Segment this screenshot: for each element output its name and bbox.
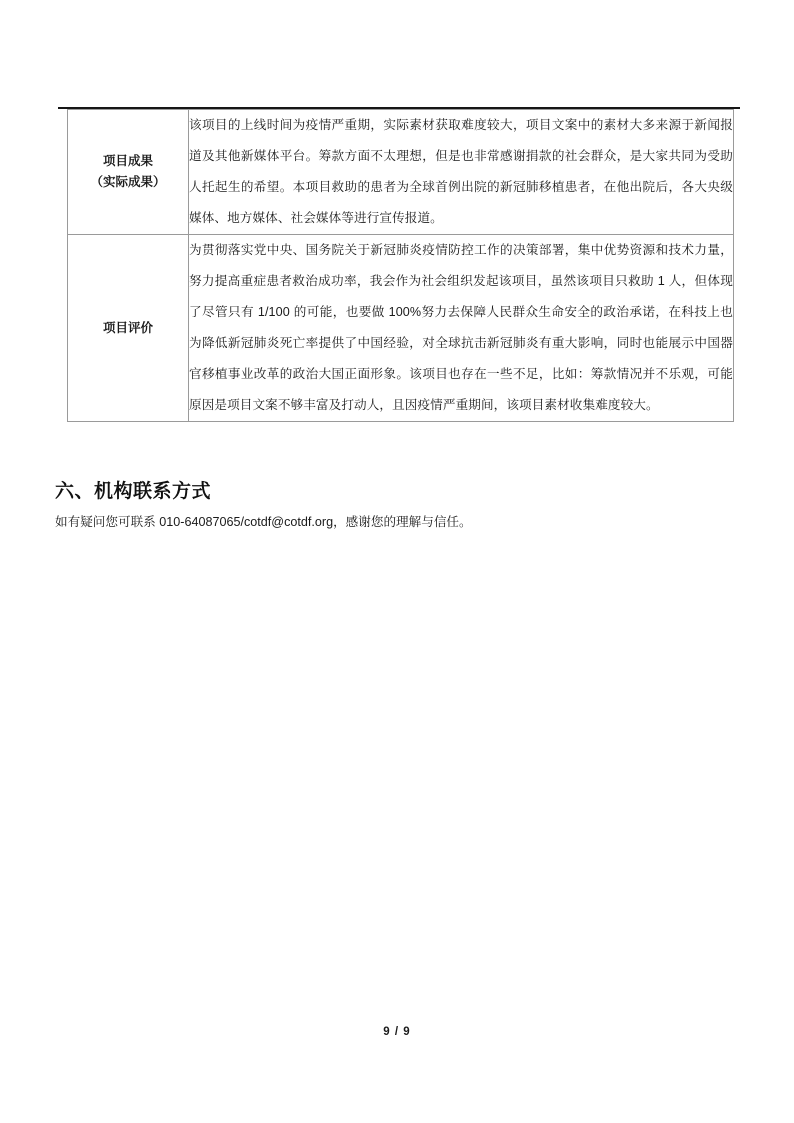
row-label-project-results (68, 110, 189, 235)
contact-information-line: 如有疑问您可联系 010-64087065/cotdf@cotdf.org，感谢您的理解与信任。 (55, 515, 472, 529)
row-label-line: （实际成果） (90, 175, 166, 189)
row-body-project-results (189, 110, 734, 235)
project-summary-table (58, 107, 740, 422)
page-number-footer: 9 / 9 (383, 1026, 411, 1038)
row-label-project-evaluation (68, 235, 189, 422)
row-label-line: 项目成果 (102, 154, 153, 168)
table-row (68, 235, 734, 422)
row-body-project-evaluation (189, 235, 734, 422)
info-table (67, 109, 734, 422)
row-body-text: 为贯彻落实党中央、国务院关于新冠肺炎疫情防控工作的决策部署，集中优势资源和技术力量，努力提高重症患者救治成功率，我会作为社会组织发起该项目，虽然该项目只救助 1 人，但体现了尽管只有 1/100 的可能，也要做 100%努力去保障人民群众生命安全的政治承诺，在科技上也为降低新冠肺炎死亡率提供了中国经验，对全球抗击新冠肺炎有重大影响，同时也能展示中国器官移植事业改革的政治大国正面形象。该项目也存在一些不足，比如：筹款情况并不乐观，可能原因是项目文案不够丰富及打动人，且因疫情严重期间，该项目素材收集难度较大。 (189, 243, 733, 412)
table-row (68, 110, 734, 235)
row-body-text: 该项目的上线时间为疫情严重期，实际素材获取难度较大，项目文案中的素材大多来源于新闻报道及其他新媒体平台。筹款方面不太理想，但是也非常感谢捐款的社会群众，是大家共同为受助人托起生的希望。本项目救助的患者为全球首例出院的新冠肺移植患者，在他出院后，各大央级媒体、地方媒体、社会媒体等进行宣传报道。 (189, 118, 733, 225)
section-heading-contact: 六、机构联系方式 (55, 481, 212, 502)
row-label-line: 项目评价 (102, 320, 153, 335)
